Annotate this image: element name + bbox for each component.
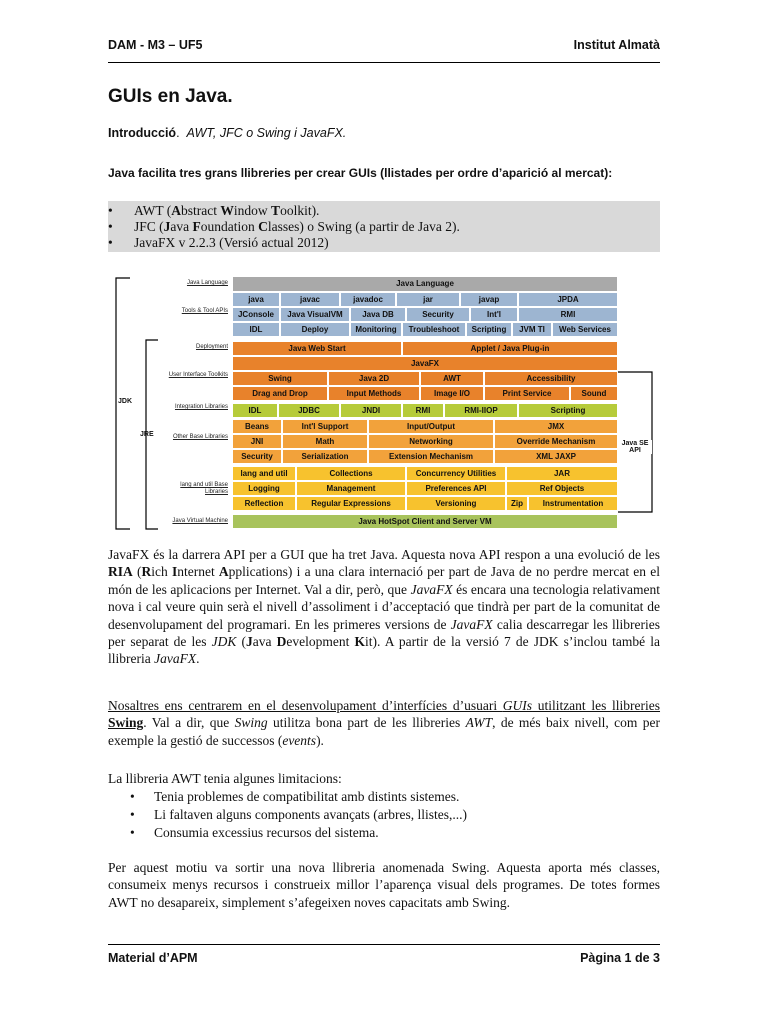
block-other-base: Security <box>232 449 282 464</box>
list-item: • Consumia excessius recursos del sistema. <box>108 824 379 841</box>
block-base: Reflection <box>232 496 296 511</box>
lead-sentence: Java facilita tres grans llibreries per crear GUIs (llistades per ordre d’aparició al mercat): <box>108 166 613 180</box>
block-base: Instrumentation <box>528 496 618 511</box>
block-other-base: Serialization <box>282 449 368 464</box>
block-other-base: Beans <box>232 419 282 434</box>
block-base: Zip <box>506 496 528 511</box>
block-base: Concurrency Utilities <box>406 466 506 481</box>
block-tool: jar <box>396 292 460 307</box>
block-other-base: JMX <box>494 419 618 434</box>
jre-label: JRE <box>140 431 154 438</box>
block-ui: Print Service <box>484 386 570 401</box>
header-institution: Institut Almatà <box>573 38 660 52</box>
block-tool: Java DB <box>350 307 406 322</box>
block-integration: RMI-IIOP <box>444 403 518 418</box>
library-item: • AWT (Abstract Window Toolkit). <box>108 203 320 218</box>
block-jvm: Java HotSpot Client and Server VM <box>232 514 618 529</box>
page-title: GUIs en Java. <box>108 86 233 107</box>
bullet-icon: • <box>108 203 113 218</box>
block-javafx: JavaFX <box>232 356 618 371</box>
block-tool: RMI <box>518 307 618 322</box>
block-integration: Scripting <box>518 403 618 418</box>
block-base: Ref Objects <box>506 481 618 496</box>
block-base: lang and util <box>232 466 296 481</box>
list-item: • Li faltaven alguns components avançats (arbres, llistes,...) <box>108 806 467 823</box>
paragraph-javafx: JavaFX és la darrera API per a GUI que ha tret Java. Aquesta nova API respon a una evolució de les RIA (Rich Internet Applications) i a una clara internació per part de Java de no perdre mercat en el món de les aplicacions per Internet. Val a dir, però, que JavaFX és encara una tecnologia relativament nova i cal veure quin serà el nivell d’assoliment i d’acceptació que tindrà per part de la comunitat de desenvolupament del programari. En les primeres versions de JavaFX calia descarregar les llibreries per separat de les JDK (Java Development Kit). A partir de la versió 7 de JDK s’inclou també la llibreria JavaFX. <box>108 547 661 667</box>
block-base: Regular Expressions <box>296 496 406 511</box>
block-tool: Int'l <box>470 307 518 322</box>
intro-subtitle: AWT, JFC o Swing i JavaFX. <box>186 126 347 140</box>
intro-line <box>108 126 346 140</box>
row-label: lang and util Base Libraries <box>180 482 228 495</box>
header-course: DAM - M3 – UF5 <box>108 38 203 52</box>
block-other-base: Networking <box>368 434 494 449</box>
block-tool: Web Services <box>552 322 618 337</box>
block-tool: Monitoring <box>350 322 402 337</box>
row-label: Java Language <box>186 280 228 286</box>
java-se-api-label: Java SE API <box>618 440 652 454</box>
block-base: Logging <box>232 481 296 496</box>
bullet-icon: • <box>130 825 135 840</box>
page-number: Pàgina 1 de 3 <box>580 951 660 965</box>
page-footer <box>108 951 660 965</box>
block-tool: javap <box>460 292 518 307</box>
block-integration: IDL <box>232 403 278 418</box>
block-tool: javadoc <box>340 292 396 307</box>
bullet-icon: • <box>108 219 113 234</box>
bullet-icon: • <box>108 235 113 250</box>
block-ui: Accessibility <box>484 371 618 386</box>
jdk-label: JDK <box>118 398 133 405</box>
block-ui: Sound <box>570 386 618 401</box>
block-base: Versioning <box>406 496 506 511</box>
block-tool: JPDA <box>518 292 618 307</box>
header-rule <box>108 62 660 63</box>
paragraph-swing-origin: Per aquest motiu va sortir una nova llibreria anomenada Swing. Aquesta aporta més classes, consumeix menys recursos i construeix millor l’aparença visual dels programes. De totes formes AWT no desapareix, simplement s’afegeixen noves capacitats amb Swing. <box>108 860 660 910</box>
row-label: Integration Libraries <box>174 404 228 410</box>
block-integration: JDBC <box>278 403 340 418</box>
block-other-base: Extension Mechanism <box>368 449 494 464</box>
block-base: JAR <box>506 466 618 481</box>
block-ui: Image I/O <box>420 386 484 401</box>
block-tool: JVM TI <box>512 322 552 337</box>
footer-title: Material d’APM <box>108 951 198 965</box>
row-label: Deployment <box>195 344 228 350</box>
java-platform-diagram <box>110 268 660 536</box>
block-tool: java <box>232 292 280 307</box>
library-item: • JFC (Java Foundation Classes) o Swing (a partir de Java 2). <box>108 219 460 234</box>
block-tool: JConsole <box>232 307 280 322</box>
block-tool: Troubleshoot <box>402 322 466 337</box>
bullet-icon: • <box>130 807 135 822</box>
row-label: User Interface Toolkits <box>168 372 228 378</box>
block-tool: javac <box>280 292 340 307</box>
row-label: Java Virtual Machine <box>172 518 228 524</box>
footer-rule <box>108 944 660 945</box>
block-tool: Scripting <box>466 322 512 337</box>
block-integration: JNDI <box>340 403 402 418</box>
intro-label: Introducció <box>108 126 177 140</box>
block-deploy: Java Web Start <box>232 341 402 356</box>
block-tool: Deploy <box>280 322 350 337</box>
intro-dot: . <box>176 126 180 140</box>
block-tool: IDL <box>232 322 280 337</box>
block-other-base: Input/Output <box>368 419 494 434</box>
block-base: Collections <box>296 466 406 481</box>
paragraph-awt-limits: La llibreria AWT tenia algunes limitacions: <box>108 771 342 786</box>
block-other-base: Override Mechanism <box>494 434 618 449</box>
row-label: Tools & Tool APIs <box>181 308 228 314</box>
block-ui: Drag and Drop <box>232 386 328 401</box>
block-base: Preferences API <box>406 481 506 496</box>
block-other-base: Int'l Support <box>282 419 368 434</box>
block-tool: Java VisualVM <box>280 307 350 322</box>
block-ui: AWT <box>420 371 484 386</box>
bullet-icon: • <box>130 789 135 804</box>
block-ui: Java 2D <box>328 371 420 386</box>
block-base: Management <box>296 481 406 496</box>
block-integration: RMI <box>402 403 444 418</box>
list-item: • Tenia problemes de compatibilitat amb distints sistemes. <box>108 788 459 805</box>
block-ui: Input Methods <box>328 386 420 401</box>
library-item: • JavaFX v 2.2.3 (Versió actual 2012) <box>108 235 329 250</box>
block-tool: Security <box>406 307 470 322</box>
block-deploy: Applet / Java Plug-in <box>402 341 618 356</box>
block-other-base: XML JAXP <box>494 449 618 464</box>
block-java-language: Java Language <box>232 276 618 292</box>
block-other-base: Math <box>282 434 368 449</box>
block-other-base: JNI <box>232 434 282 449</box>
row-label: Other Base Libraries <box>172 434 228 440</box>
page-header <box>108 38 660 52</box>
paragraph-swing: Nosaltres ens centrarem en el desenvolupament d’interfícies d’usuari GUIs utilitzant les llibreries Swing. Val a dir, que Swing utilitza bona part de les llibreries AWT, de més baix nivell, com per exemple la gestió de successos (events). <box>108 698 661 748</box>
block-ui: Swing <box>232 371 328 386</box>
